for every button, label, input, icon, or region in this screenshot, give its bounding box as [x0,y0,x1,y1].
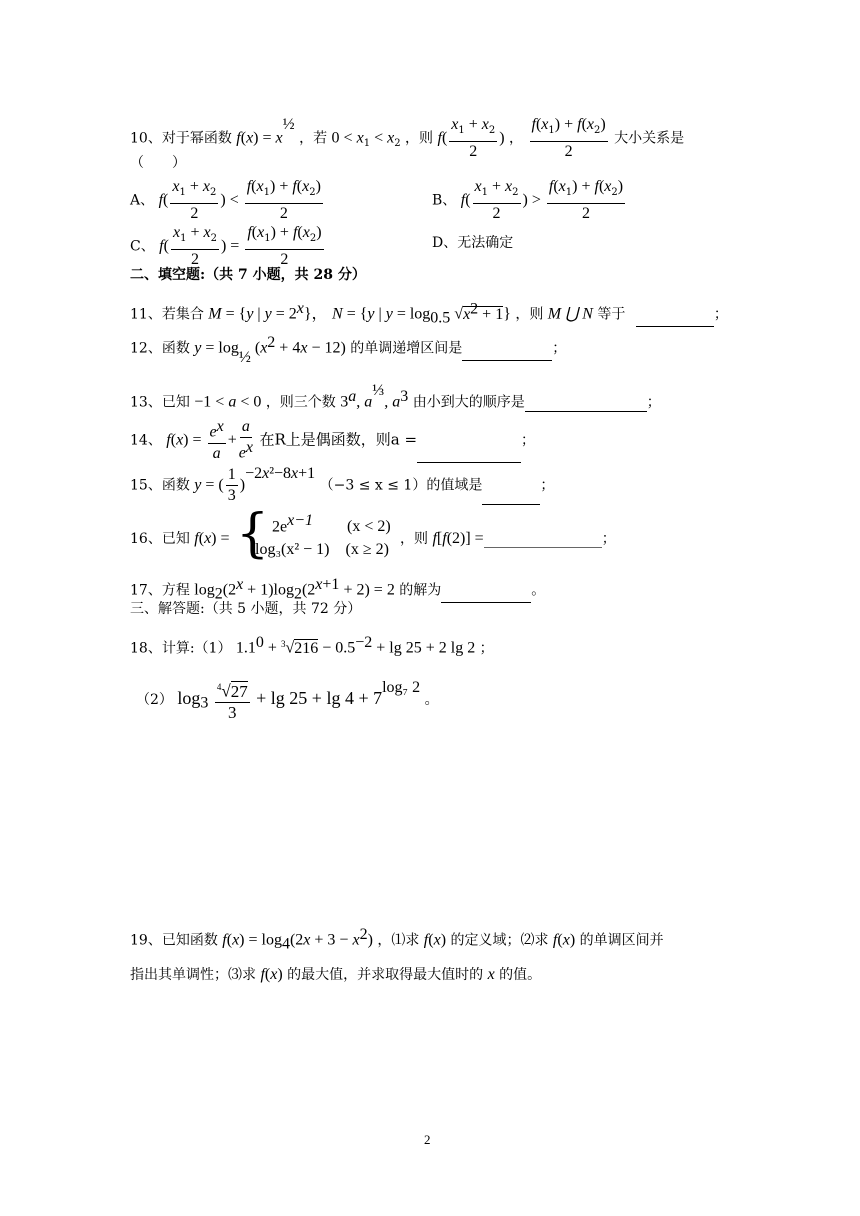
question-18-part-2: （2） $\log_3$ $\frac{^4√27}{3}$ + $\lg 25 + \lg 4 + 7^{log_7 2}$ 。 [136,679,439,722]
q13-prefix: 13、已知 [130,394,190,411]
q19-prefix: 19、已知函数 [130,932,218,949]
q19-text3: 的单调区间并 [579,932,664,949]
q14-answer-blank[interactable] [417,448,521,463]
q19-text5: 的最大值，并求取得最大值时的 [287,967,484,983]
q16-end: ； [601,531,616,547]
q19-text4: 指出其单调性；⑶求 [130,967,256,983]
q16-case2-cond: (x ≥ 2) [345,541,389,558]
question-19-line-1: 19、已知函数 $f(x) = \log_4(2x + 3 - x^2)$ ，⑴求 f(x) 的定义域；⑵求 f(x) 的单调区间并 [130,926,664,953]
question-16: 16、已知 f(x) = [130,530,230,547]
q16-mid: ，则 [400,531,428,547]
section-3-heading: 三、解答题:（共 5 小题，共 72 分） [130,601,362,617]
q15-answer-blank[interactable] [482,490,540,505]
q15-end: ； [540,477,555,494]
q11-union: M ⋃ N [547,305,593,323]
q16-prefix: 16、已知 [130,531,190,547]
q18-end2: 。 [424,691,439,708]
q11-mid: ，则 [515,306,544,323]
section-2-heading: 二、填空题:（共 7 小题，共 28 分） [130,267,366,283]
q16-case1-cond: (x < 2) [347,518,391,536]
q15-range: （−3 ≤ x ≤ 1） [319,477,427,494]
q15-prefix: 15、函数 [130,477,190,494]
q18-end: ； [479,640,494,657]
q12-end: ； [552,340,567,357]
q19-text6: 的值。 [499,967,542,983]
q17-suffix: 的解为 [399,582,442,599]
q10-option-b: B、 f( $\frac{x_1 + x_2}{2}$ ) > $\frac{f(x_1) + f(x_2)}{2}$ [432,178,624,222]
q16-case1-expr: 2e [272,518,288,536]
q13-end: ； [646,394,661,411]
q16-case-2 [255,541,389,559]
question-13: 13、已知 −1 < a < 0 ，则三个数 3$^a$, $a^{\frac{1}{3}}$, $a^3$ 由小到大的顺序是 ； [130,382,661,411]
q11-answer-blank[interactable] [636,312,714,327]
q15-suffix: 的值域是 [426,477,483,494]
q10-option-d: D、无法确定 [432,235,514,251]
q18-part2-label: （2） [136,691,173,708]
question-18-part-1: 18、计算:（1） $1.1^0 + ^3√216 - 0.5^{-2} + \lg 25 + 2$ lg 2 ； [130,634,494,657]
option-c-label: C、 [130,238,155,255]
q16-tail: ，则 f[f(2)] = ； [400,530,616,547]
q14-prefix: 14、 [130,432,162,449]
q10-text2: ，则 [405,130,434,147]
q10-text1: ，若 [299,130,328,147]
q16-answer-blank[interactable] [484,533,602,548]
q10-stem: 10、对于幂函数 [130,130,232,147]
question-14: 14、 f(x) = $\frac{e^x}{a}$ + $\frac{a}{e^x}$ 在R上是偶函数，则a = ； [130,418,536,462]
q11-suffix: 等于 [597,306,626,323]
option-a-label: A、 [130,192,155,209]
q17-end: 。 [531,582,546,599]
question-15: 15、函数 y = ( $\frac{1}{3}$ )$^{-2x^2-8x+1}$ （−3 ≤ x ≤ 1）的值域是 ； [130,464,555,504]
q14-end: ； [521,432,536,449]
q16-case-1 [272,512,391,536]
q12-suffix: 的单调递增区间是 [350,340,463,357]
q17-answer-blank[interactable] [441,588,531,603]
q13-answer-blank[interactable] [525,397,647,412]
q11-prefix: 11、若集合 [130,306,204,323]
q16-case2-expr: log₃(x² − 1) [255,541,330,558]
q13-mid: ，则三个数 [265,394,336,411]
q10-paren: （ ） [130,155,186,171]
q10-text3: ， [509,130,524,147]
question-10: 10、对于幂函数 $f(x) = x^{\frac{1}{2}}$ ，若 $0 < x_1 < x_2$ ，则 f( $\frac{x_1 + x_2}{2}$ ) ， $\frac{f(x_1) + f(x_2)}{2}$ 大小关系是 [130,115,685,160]
question-19-line-2: 指出其单调性；⑶求 f(x) 的最大值，并求取得最大值时的 x 的值。 [130,966,542,983]
question-17: 17、方程 $\log_2(2^x + 1)\log_2(2^{x+1} + 2) = 2$ 的解为 。 [130,576,546,603]
q10-text4: 大小关系是 [614,130,685,147]
q14-mid: 在R上是偶函数，则a = [259,430,418,449]
q19-text1: ，⑴求 [377,932,420,949]
q10-option-c: C、 f( $\frac{x_1 + x_2}{2}$ ) = $\frac{f(x_1) + f(x_2)}{2}$ [130,224,322,268]
page-number: 2 [424,1132,431,1147]
q13-suffix: 由小到大的顺序是 [412,394,525,411]
q18-prefix: 18、计算:（1） [130,640,232,657]
option-b-label: B、 [432,192,457,209]
q17-prefix: 17、方程 [130,582,190,599]
q16-brace: { [236,504,270,564]
q12-prefix: 12、函数 [130,340,190,357]
q19-text2: 的定义域；⑵求 [450,932,549,949]
q16-case1-exp: x−1 [287,512,314,529]
question-12: 12、函数 $y = \log_{\frac{1}{2}} (x^2 + 4x - 12)$ 的单调递增区间是 ； [130,334,567,367]
q12-answer-blank[interactable] [462,346,552,361]
q11-end: ； [713,306,728,323]
question-11: 11、若集合 M = {y | $y = 2^x$}， N = {y | $y = \log_{0.5} √x^2 + 1$} ，则 M ⋃ N 等于 ； [130,300,728,327]
q10-option-a: A、 f( $\frac{x_1 + x_2}{2}$ ) < $\frac{f(x_1) + f(x_2)}{2}$ [130,178,321,222]
